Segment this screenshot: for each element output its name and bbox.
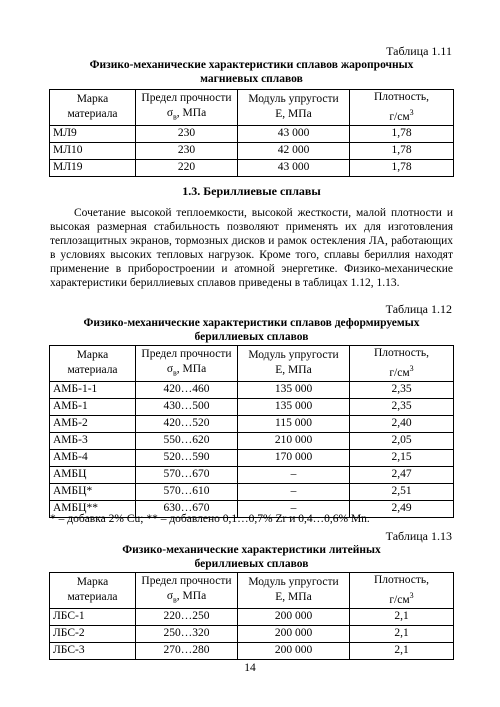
cell-modulus: 200 000 xyxy=(238,608,350,625)
cell-density: 2,40 xyxy=(350,415,454,432)
cell-strength: 250…320 xyxy=(136,625,238,642)
cell-strength: 420…460 xyxy=(136,381,238,398)
cell-density: 1,78 xyxy=(350,125,454,142)
table-1-12-caption xyxy=(50,316,453,344)
caption-line: бериллиевых сплавов xyxy=(194,558,309,570)
table-row xyxy=(50,125,454,142)
cell-grade: ЛБС-1 xyxy=(50,608,136,625)
cell-density: 1,78 xyxy=(350,159,454,176)
cell-grade: ЛБС-2 xyxy=(50,625,136,642)
table-row xyxy=(50,415,454,432)
cell-modulus: 43 000 xyxy=(238,159,350,176)
header-modulus: Модуль упругости E, МПа xyxy=(238,346,350,382)
cell-density: 2,1 xyxy=(350,608,454,625)
cell-modulus: 170 000 xyxy=(238,449,350,466)
table-row xyxy=(50,142,454,159)
cell-modulus: 43 000 xyxy=(238,125,350,142)
cell-density: 2,1 xyxy=(350,642,454,659)
cell-density: 1,78 xyxy=(350,142,454,159)
cell-density: 2,49 xyxy=(350,500,454,517)
table-1-11 xyxy=(49,89,454,177)
table-header-row xyxy=(50,346,454,382)
table-1-12-label: Таблица 1.12 xyxy=(385,302,452,316)
table-header-row xyxy=(50,573,454,609)
header-grade: Марка материала xyxy=(50,346,136,382)
table-row xyxy=(50,432,454,449)
cell-grade: ЛБС-3 xyxy=(50,642,136,659)
cell-modulus: 210 000 xyxy=(238,432,350,449)
table-row xyxy=(50,381,454,398)
cell-modulus: 42 000 xyxy=(238,142,350,159)
cell-grade: АМБЦ xyxy=(50,466,136,483)
header-grade: Марка материала xyxy=(50,90,136,126)
cell-strength: 550…620 xyxy=(136,432,238,449)
header-density: Плотность, $г/см^3$ xyxy=(350,346,454,382)
table-row xyxy=(50,398,454,415)
body-paragraph: Сочетание высокой теплоемкости, высокой жесткости, малой плотности и высокая размерная стабильность позволяют применять их для изготовления теплозащитных экранов, тормозных дисков и рамок остекления ЛА, работающих в условиях высоких тепловых нагрузок. Кроме того, сплавы бериллия находят применение в приборостроении и атомной энергетике. Физико-механические характеристики бериллиевых сплавов приведены в таблицах 1.12, 1.13. xyxy=(50,207,453,289)
cell-strength: 630…670 xyxy=(136,500,238,517)
cell-strength: 570…610 xyxy=(136,483,238,500)
header-strength: Предел прочности $\sigma_в$, МПа xyxy=(136,346,238,382)
header-density: Плотность, $г/см^3$ xyxy=(350,90,454,126)
caption-line: Физико-механические характеристики сплавов жаропрочных xyxy=(89,59,414,71)
table-1-11-caption xyxy=(50,58,453,86)
cell-grade: АМБЦ* xyxy=(50,483,136,500)
cell-modulus: – xyxy=(238,483,350,500)
cell-strength: 420…520 xyxy=(136,415,238,432)
table-row xyxy=(50,466,454,483)
cell-modulus: 135 000 xyxy=(238,398,350,415)
cell-strength: 220 xyxy=(136,159,238,176)
cell-modulus: 135 000 xyxy=(238,381,350,398)
cell-grade: АМБЦ** xyxy=(50,500,136,517)
cell-density: 2,1 xyxy=(350,625,454,642)
header-density: Плотность, $г/см^3$ xyxy=(350,573,454,609)
cell-density: 2,05 xyxy=(350,432,454,449)
page-number: 14 xyxy=(244,662,256,674)
cell-grade: АМБ-2 xyxy=(50,415,136,432)
cell-modulus: – xyxy=(238,500,350,517)
cell-modulus: – xyxy=(238,466,350,483)
cell-grade: МЛ19 xyxy=(50,159,136,176)
header-strength: Предел прочности $\sigma_в$, МПа xyxy=(136,573,238,609)
cell-strength: 270…280 xyxy=(136,642,238,659)
cell-strength: 230 xyxy=(136,142,238,159)
table-header-row xyxy=(50,90,454,126)
cell-strength: 230 xyxy=(136,125,238,142)
cell-grade: МЛ10 xyxy=(50,142,136,159)
header-grade: Марка материала xyxy=(50,573,136,609)
cell-strength: 430…500 xyxy=(136,398,238,415)
table-row xyxy=(50,625,454,642)
header-modulus: Модуль упругости E, МПа xyxy=(238,573,350,609)
cell-strength: 220…250 xyxy=(136,608,238,625)
cell-strength: 570…670 xyxy=(136,466,238,483)
table-row xyxy=(50,449,454,466)
caption-line: бериллиевых сплавов xyxy=(194,331,309,343)
cell-modulus: 115 000 xyxy=(238,415,350,432)
cell-density: 2,51 xyxy=(350,483,454,500)
table-1-13-label: Таблица 1.13 xyxy=(385,529,452,543)
header-strength: Предел прочности $\sigma_в$, МПа xyxy=(136,90,238,126)
cell-strength: 520…590 xyxy=(136,449,238,466)
cell-density: 2,47 xyxy=(350,466,454,483)
table-row xyxy=(50,642,454,659)
header-modulus: Модуль упругости E, МПа xyxy=(238,90,350,126)
cell-density: 2,15 xyxy=(350,449,454,466)
cell-modulus: 200 000 xyxy=(238,625,350,642)
cell-grade: АМБ-1-1 xyxy=(50,381,136,398)
table-row xyxy=(50,483,454,500)
cell-density: 2,35 xyxy=(350,398,454,415)
table-1-11-label: Таблица 1.11 xyxy=(386,44,452,58)
table-1-12 xyxy=(49,345,454,518)
table-1-13 xyxy=(49,572,454,660)
table-row xyxy=(50,159,454,176)
cell-density: 2,35 xyxy=(350,381,454,398)
cell-grade: АМБ-4 xyxy=(50,449,136,466)
table-1-13-caption xyxy=(50,543,453,571)
cell-grade: АМБ-1 xyxy=(50,398,136,415)
table-footnote: * – добавка 2% Cu; ** – добавлено 0,1…0,7% Zr и 0,4…0,6% Mn. xyxy=(50,513,370,525)
caption-line: Физико-механические характеристики литейных xyxy=(122,544,381,556)
cell-grade: АМБ-3 xyxy=(50,432,136,449)
caption-line: магниевых сплавов xyxy=(200,73,303,85)
table-row xyxy=(50,608,454,625)
caption-line: Физико-механические характеристики сплавов деформируемых xyxy=(83,317,420,329)
cell-grade: МЛ9 xyxy=(50,125,136,142)
cell-modulus: 200 000 xyxy=(238,642,350,659)
section-heading: 1.3. Бериллиевые сплавы xyxy=(182,184,321,198)
